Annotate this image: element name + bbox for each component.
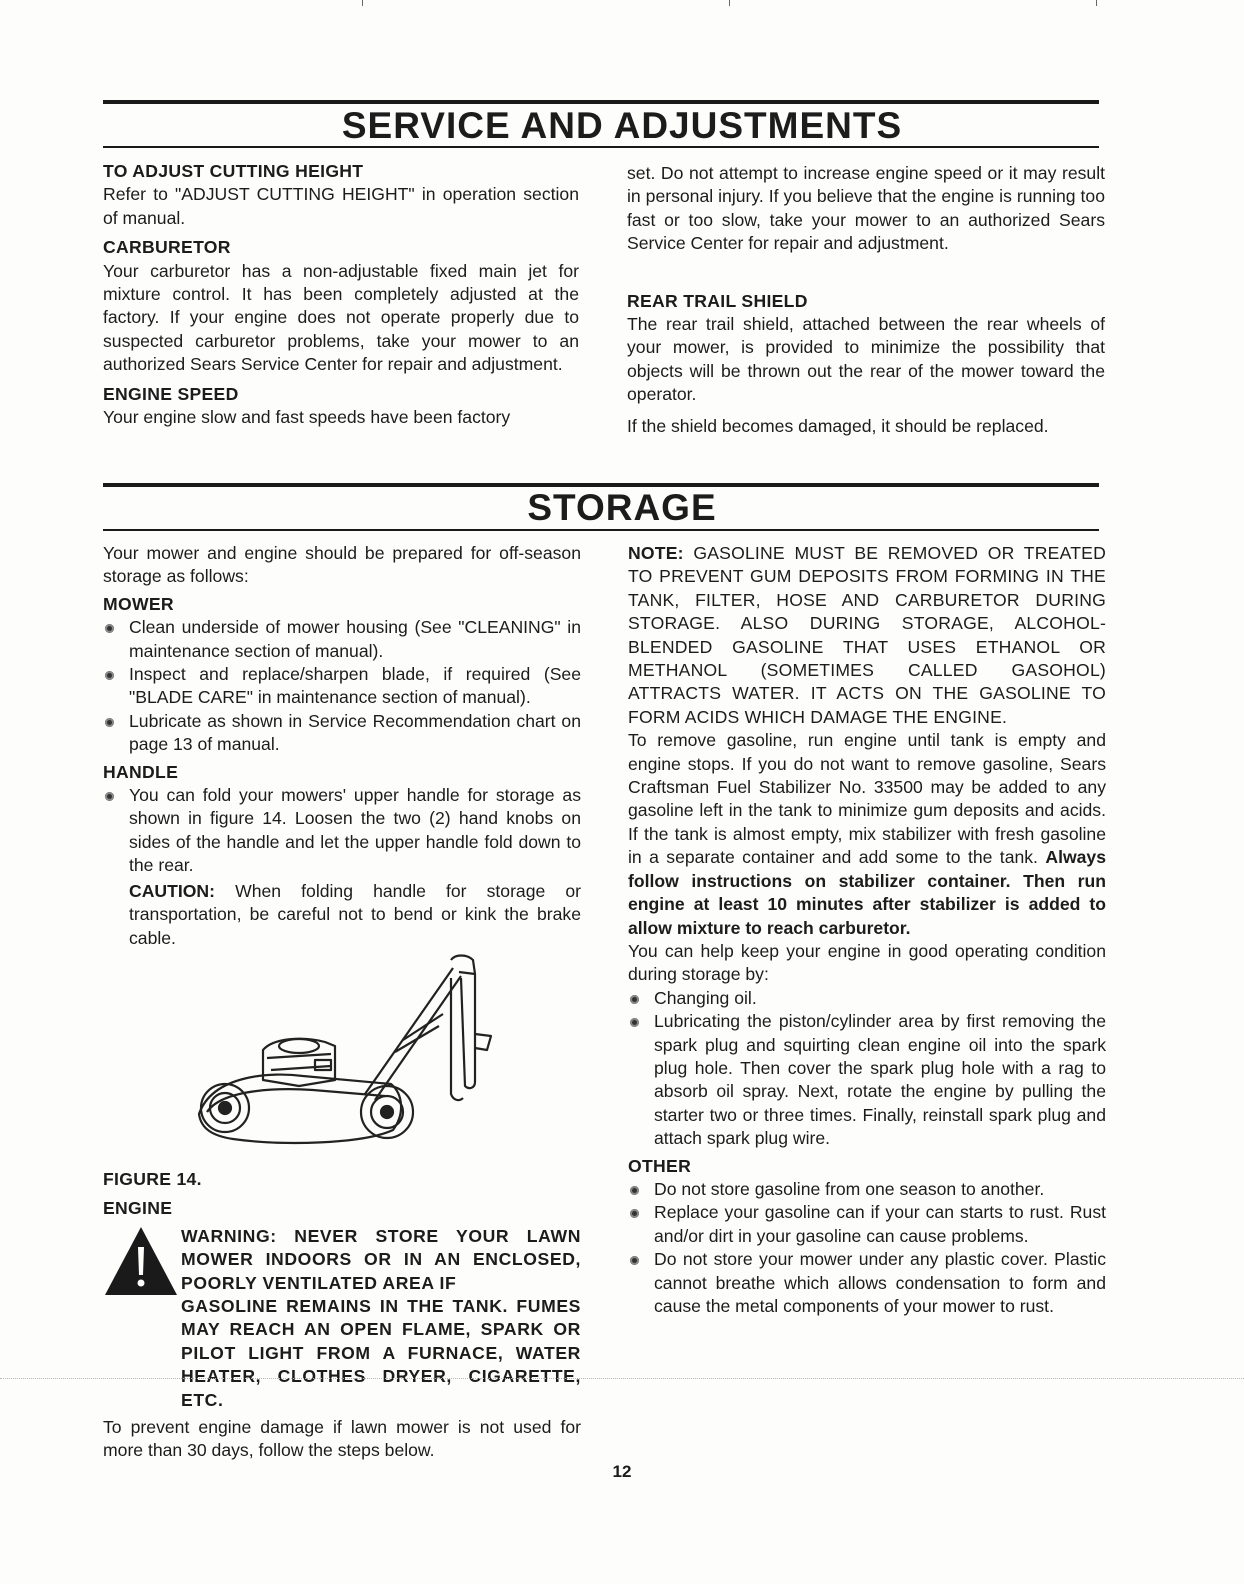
list-item: Lubricate as shown in Service Recommendation chart on page 13 of manual. bbox=[103, 710, 581, 757]
storage-title: STORAGE bbox=[527, 487, 717, 528]
warning-lead: WARNING: NEVER STORE YOUR LAWN MOWER INDOORS OR IN AN ENCLOSED, POORLY VENTILATED AREA IF bbox=[181, 1225, 581, 1293]
trail-text-2: If the shield becomes damaged, it should be replaced. bbox=[627, 415, 1049, 436]
crop-mark bbox=[1096, 0, 1097, 6]
speed-text: Your engine slow and fast speeds have been factory bbox=[103, 407, 511, 428]
engine-heading: ENGINE bbox=[103, 1198, 173, 1219]
handle-crossbar bbox=[395, 1014, 443, 1052]
warning-block bbox=[103, 1225, 581, 1295]
storage-intro: Your mower and engine should be prepared for off-season storage as follows: bbox=[103, 543, 581, 587]
figure-14 bbox=[103, 954, 581, 1164]
handle-grip bbox=[451, 955, 475, 974]
speed-heading: ENGINE SPEED bbox=[103, 383, 239, 404]
figure-label: FIGURE 14. bbox=[103, 1168, 202, 1189]
remove-paragraph bbox=[628, 729, 1106, 940]
warning-rest: GASOLINE REMAINS IN THE TANK. FUMES MAY REACH AN OPEN FLAME, SPARK OR PILOT LIGHT FROM A FURNACE, WATER HEATER, CLOTHES DRYER, CIGARETTE, ETC. bbox=[181, 1295, 581, 1410]
storage-rule-bottom bbox=[103, 529, 1099, 531]
mower-heading: MOWER bbox=[103, 593, 174, 614]
note-text: GASOLINE MUST BE REMOVED OR TREATED TO PREVENT GUM DEPOSITS FROM FORMING IN THE TANK, FILTER, HOSE AND CARBURETOR DURING STORAGE. ALSO DURING STORAGE, ALCOHOL-BLENDED GASOLINE THAT USES ETHANOL OR METHANOL (SOMETIMES CALLED GASOHOL) ATTRACTS WATER. IT ACTS ON THE GASOLINE TO FORM ACIDS WHICH DAMAGE THE ENGINE. bbox=[628, 543, 1106, 727]
speed-text-cont: set. Do not attempt to increase engine speed or it may result in personal injury. If you believe that the engine is running too fast or too slow, take your mower to an authorized Sears Service Center for repair and adjustment. bbox=[627, 163, 1105, 254]
list-item: You can fold your mowers' upper handle for storage as shown in figure 14. Loosen the two (2) hand knobs on sides of the handle and let the upper handle fold down to the rear. bbox=[103, 784, 581, 878]
other-list bbox=[628, 1178, 1106, 1318]
list-item: Do not store your mower under any plastic cover. Plastic cannot breathe which allows condensation to form and cause the metal components of your mower to rust. bbox=[628, 1248, 1106, 1318]
header-rule-top bbox=[103, 100, 1099, 104]
handle-heading: HANDLE bbox=[103, 761, 179, 782]
crop-mark bbox=[362, 0, 363, 6]
trail-text: The rear trail shield, attached between the rear wheels of your mower, is provided to minimize the possibility that objects will be thrown out the rear of the mower toward the operator. bbox=[627, 314, 1105, 405]
warning-triangle-icon bbox=[103, 1225, 179, 1297]
engine-shroud bbox=[267, 1054, 331, 1070]
carb-text: Your carburetor has a non-adjustable fixed main jet for mixture control. It has been completely adjusted at the factory. If your engine does not operate properly due to suspected carburetor problems, take your mower to an authorized Sears Service Center for repair and adjustment. bbox=[103, 260, 579, 375]
mower-list bbox=[103, 616, 581, 756]
service-title: SERVICE AND ADJUSTMENTS bbox=[341, 105, 903, 146]
caution-label: CAUTION: bbox=[129, 880, 216, 901]
help-list bbox=[628, 987, 1106, 1151]
scan-dotted-line bbox=[0, 1378, 1244, 1379]
service-left-column bbox=[103, 160, 579, 429]
list-item: Changing oil. bbox=[628, 987, 1106, 1010]
remove-bold: Always follow instructions on stabilizer container. Then run engine at least 10 minutes after stabilizer is added to allow mixture to reach carburetor. bbox=[628, 847, 1106, 938]
caution-text: When folding handle for storage or transportation, be careful not to bend or kink the brake cable. bbox=[129, 880, 582, 948]
other-heading: OTHER bbox=[628, 1155, 692, 1176]
handle-upper bbox=[459, 972, 475, 1088]
prevent-text: To prevent engine damage if lawn mower is not used for more than 30 days, follow the steps below. bbox=[103, 1416, 581, 1461]
adjust-text: Refer to "ADJUST CUTTING HEIGHT" in operation section of manual. bbox=[103, 184, 579, 228]
list-item: Inspect and replace/sharpen blade, if required (See "BLADE CARE" in maintenance section of manual). bbox=[103, 663, 581, 710]
list-item: Clean underside of mower housing (See "CLEANING" in maintenance section of manual). bbox=[103, 616, 581, 663]
handle-list bbox=[103, 784, 581, 878]
list-item: Do not store gasoline from one season to another. bbox=[628, 1178, 1106, 1201]
crop-mark bbox=[729, 0, 730, 6]
spark-plug bbox=[315, 1060, 331, 1070]
header-rule-bottom bbox=[103, 146, 1099, 148]
note-paragraph bbox=[628, 542, 1106, 729]
adjust-heading: TO ADJUST CUTTING HEIGHT bbox=[103, 161, 364, 181]
remove-text: To remove gasoline, run engine until tank is empty and engine stops. If you do not want to remove gasoline, Sears Craftsman Fuel Stabilizer No. 33500 may be added to any gasoline left in the tank to minimize gum deposits and acids. If the tank is almost empty, mix stabilizer with fresh gasoline in a separate container and add some to the tank. bbox=[628, 730, 1106, 868]
carb-heading: CARBURETOR bbox=[103, 237, 231, 258]
caution-paragraph bbox=[103, 880, 581, 950]
storage-right-column bbox=[628, 542, 1106, 1318]
trail-heading: REAR TRAIL SHIELD bbox=[627, 290, 808, 311]
brake-lever bbox=[475, 1034, 491, 1050]
engine-cap bbox=[279, 1039, 319, 1053]
deck-rim bbox=[207, 1089, 385, 1112]
help-text: You can help keep your engine in good operating condition during storage by: bbox=[628, 940, 1106, 985]
storage-left-column bbox=[103, 542, 581, 1463]
page-number: 12 bbox=[612, 1462, 632, 1481]
mower-illustration bbox=[103, 954, 581, 1164]
service-right-column bbox=[627, 162, 1105, 438]
list-item: Replace your gasoline can if your can starts to rust. Rust and/or dirt in your gasoline can cause problems. bbox=[628, 1201, 1106, 1248]
note-label: NOTE: bbox=[628, 543, 684, 563]
list-item: Lubricating the piston/cylinder area by first removing the spark plug and squirting clean engine oil into the spark plug hole. Then cover the spark plug hole with a rag to absorb oil spray. Next, rotate the engine by pulling the starter two or three times. Finally, reinstall spark plug and attach spark plug wire. bbox=[628, 1010, 1106, 1150]
